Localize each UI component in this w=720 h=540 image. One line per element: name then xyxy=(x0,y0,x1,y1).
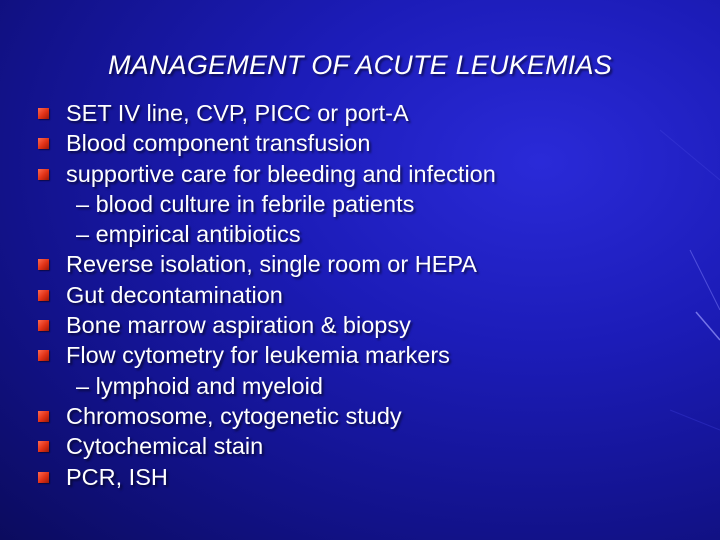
bullet-text: – empirical antibiotics xyxy=(76,221,301,248)
square-bullet-icon xyxy=(38,169,49,180)
bullet-text: Bone marrow aspiration & biopsy xyxy=(66,312,411,339)
bullet-item xyxy=(32,310,692,340)
bullet-text: SET IV line, CVP, PICC or port-A xyxy=(66,100,409,126)
bullet-text: Reverse isolation, single room or HEPA xyxy=(66,251,477,278)
bullet-text: supportive care for bleeding and infection xyxy=(66,160,496,187)
square-bullet-icon xyxy=(38,350,49,361)
bullet-item xyxy=(32,98,692,128)
bullet-text: – blood culture in febrile patients xyxy=(76,190,415,217)
bullet-text: Flow cytometry for leukemia markers xyxy=(66,342,450,369)
bullet-text: Chromosome, cytogenetic study xyxy=(66,402,402,429)
square-bullet-icon xyxy=(38,411,49,422)
bullet-item xyxy=(32,401,692,431)
bullet-text: Cytochemical stain xyxy=(66,433,264,460)
bullet-item xyxy=(32,462,692,492)
square-bullet-icon xyxy=(38,138,49,149)
bullet-item xyxy=(32,159,692,189)
sub-bullet-item xyxy=(32,219,692,249)
sub-bullet-item xyxy=(32,189,692,219)
bullet-text: Gut decontamination xyxy=(66,281,283,308)
square-bullet-icon xyxy=(38,108,49,119)
sub-bullet-item xyxy=(32,371,692,401)
bullet-item xyxy=(32,280,692,310)
square-bullet-icon xyxy=(38,320,49,331)
bullet-text: PCR, ISH xyxy=(66,463,168,490)
bullet-item xyxy=(32,340,692,370)
square-bullet-icon xyxy=(38,472,49,483)
bullet-list xyxy=(32,98,692,492)
square-bullet-icon xyxy=(38,441,49,452)
bullet-item xyxy=(32,128,692,158)
slide-title: MANAGEMENT OF ACUTE LEUKEMIAS xyxy=(108,50,612,80)
bullet-item xyxy=(32,249,692,279)
bullet-text: Blood component transfusion xyxy=(66,130,371,157)
bullet-item xyxy=(32,431,692,461)
bullet-text: – lymphoid and myeloid xyxy=(76,372,323,399)
square-bullet-icon xyxy=(38,290,49,301)
square-bullet-icon xyxy=(38,259,49,270)
